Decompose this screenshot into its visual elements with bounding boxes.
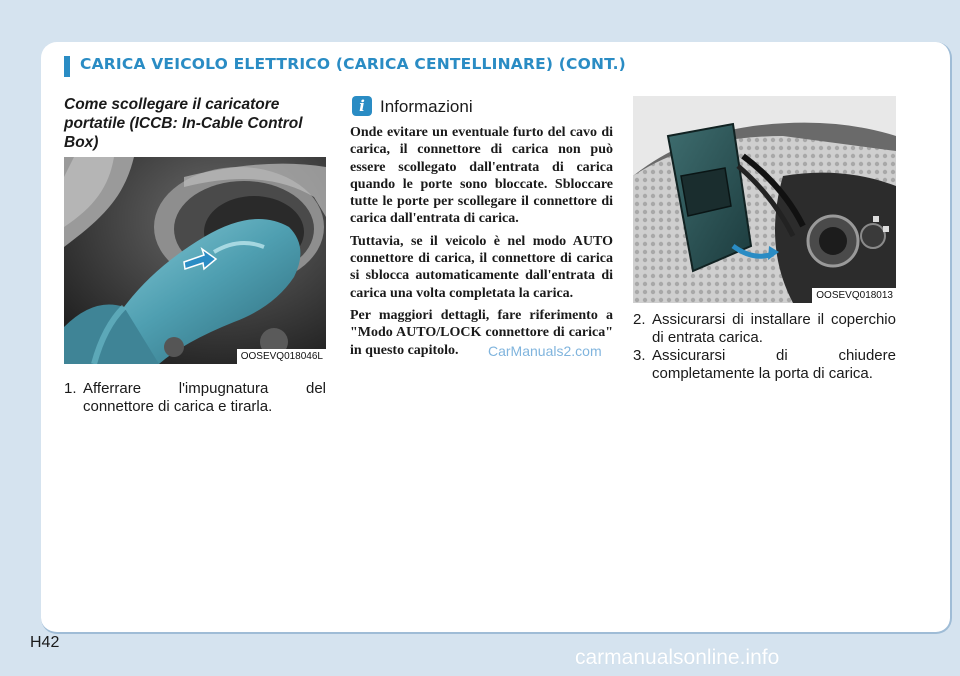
step-1 [64, 380, 326, 416]
info-paragraph: Tuttavia, se il veicolo è nel modo AUTO connettore di carica, il connettore di carica si sblocca automaticamente dall'entrata di carica una volta completata la carica. [350, 233, 613, 301]
step-text: Assicurarsi di chiudere completamente la porta di carica. [652, 347, 896, 382]
step-number: 2. [633, 311, 646, 328]
info-paragraph: Per maggiori dettagli, fare riferimento a "Modo AUTO/LOCK connettore di carica" in questo capitolo. [350, 307, 613, 358]
figure-code: OOSEVQ018013 [812, 288, 896, 303]
connector-illustration [64, 157, 326, 364]
step-number: 1. [64, 380, 77, 397]
info-body [350, 124, 613, 364]
step-text: Assicurarsi di installare il coperchio di entrata carica. [652, 311, 896, 346]
info-paragraph: Onde evitare un eventuale furto del cavo di carica, il connettore di carica non può essere scollegato dall'entrata di carica quando le porte sono bloccate. Sbloccare tutte le porte per scollegare il connettore di carica dall'entrata di carica. [350, 125, 613, 227]
figure-code: OOSEVQ018046L [237, 349, 326, 364]
step-2 [633, 311, 896, 347]
charge-port-illustration [633, 96, 896, 303]
footer-watermark: carmanualsonline.info [575, 646, 780, 669]
subsection-title: Come scollegare il caricatore portatile (ICCB: In-Cable Control Box) [64, 96, 303, 151]
connector-photo [64, 157, 326, 364]
info-icon: i [352, 96, 372, 116]
info-title: Informazioni [380, 97, 473, 116]
step-text: Afferrare l'impugnatura del connettore di carica e tirarla. [83, 380, 326, 415]
page-number: H42 [30, 634, 60, 651]
step-number: 3. [633, 347, 646, 364]
charge-port-photo [633, 96, 896, 303]
step-3 [633, 347, 896, 383]
watermark: CarManuals2.com [488, 343, 602, 359]
section-title: CARICA VEICOLO ELETTRICO (CARICA CENTELLINARE) (CONT.) [80, 55, 626, 73]
header-accent-bar [64, 56, 70, 77]
